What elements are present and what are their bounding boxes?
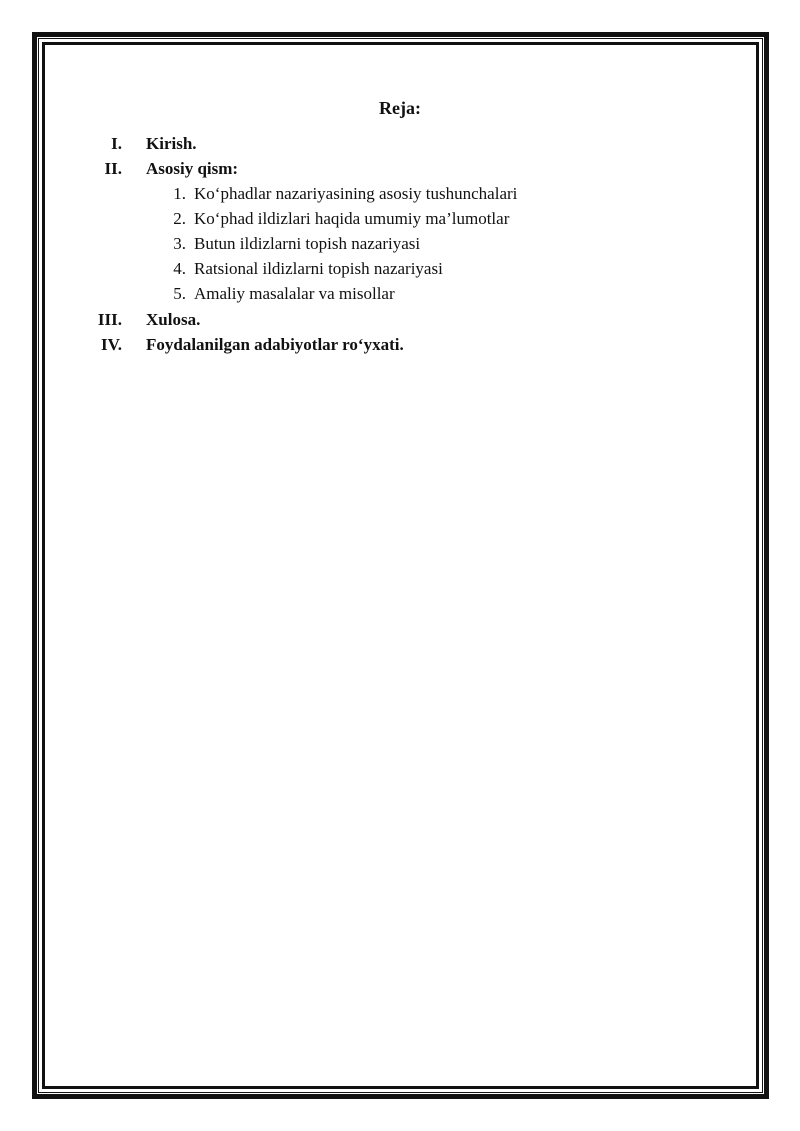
subsection-number: 2.: [173, 209, 186, 228]
section-numeral: III.: [97, 310, 122, 329]
section-numeral: II.: [104, 159, 122, 178]
page-title: Reja:: [379, 98, 421, 118]
section-numeral: I.: [111, 134, 122, 153]
subsection-number: 5.: [173, 284, 186, 303]
subsection-number: 1.: [173, 184, 186, 203]
subsection-number: 4.: [173, 259, 186, 278]
subsection-title: Amaliy masalalar va misollar: [194, 284, 395, 303]
section-numeral: IV.: [101, 335, 122, 354]
subsection-title: Ko‘phadlar nazariyasining asosiy tushunchalari: [194, 184, 518, 203]
subsection-title: Butun ildizlarni topish nazariyasi: [194, 234, 421, 253]
subsection-number: 3.: [173, 234, 186, 253]
subsection-title: Ratsional ildizlarni topish nazariyasi: [194, 259, 443, 278]
section-title: Foydalanilgan adabiyotlar ro‘yxati.: [146, 335, 404, 354]
section-title: Asosiy qism:: [146, 159, 239, 178]
section-title: Kirish.: [146, 134, 197, 153]
subsection-title: Ko‘phad ildizlari haqida umumiy ma’lumotlar: [194, 209, 510, 228]
section-title: Xulosa.: [146, 310, 201, 329]
